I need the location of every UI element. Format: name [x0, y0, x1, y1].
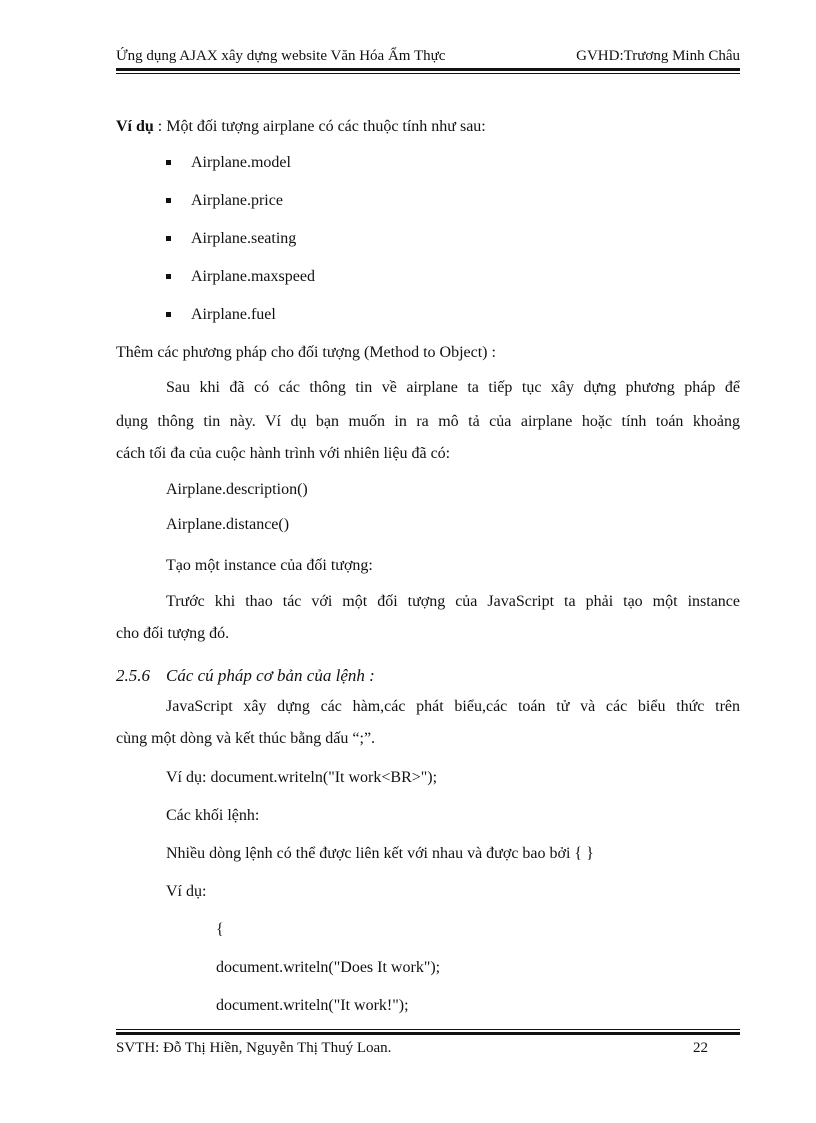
- example-intro: [116, 117, 486, 137]
- header-divider-thin: [116, 73, 740, 74]
- footer-divider: [116, 1032, 740, 1035]
- example-code-line: Ví dụ: document.writeln("It work<BR>");: [166, 769, 438, 786]
- code-line: document.writeln("Does It work");: [216, 959, 441, 976]
- list-item: Airplane.maxspeed: [191, 268, 315, 285]
- section-number: 2.5.6: [116, 666, 150, 685]
- blocks-heading: Các khối lệnh:: [166, 807, 260, 824]
- list-item: Airplane.fuel: [191, 306, 276, 323]
- blocks-description: Nhiều dòng lệnh có thể được liên kết với nhau và được bao bởi { }: [166, 845, 594, 862]
- method-item: Airplane.distance(): [166, 516, 290, 533]
- page-footer: [116, 1040, 740, 1060]
- syntax-paragraph-line: JavaScript xây dựng các hàm,các phát biểu,các toán tử và các biểu thức trên: [166, 698, 740, 715]
- list-item: Airplane.model: [191, 154, 291, 171]
- method-paragraph-line: dụng thông tin này. Ví dụ bạn muốn in ra mô tả của airplane hoặc tính toán khoảng: [116, 413, 740, 430]
- code-line: document.writeln("It work!");: [216, 997, 409, 1014]
- example-label: Ví dụ: [116, 118, 154, 135]
- header-divider: [116, 68, 740, 71]
- instance-paragraph-line: cho đối tượng đó.: [116, 625, 230, 642]
- footer-divider-thin: [116, 1029, 740, 1030]
- example-label-2: Ví dụ:: [166, 883, 207, 900]
- syntax-paragraph-line: cùng một dòng và kết thúc bằng dấu “;”.: [116, 730, 376, 747]
- page-header: [116, 48, 740, 68]
- method-paragraph-line: Sau khi đã có các thông tin về airplane ta tiếp tục xây dựng phương pháp để: [166, 379, 740, 396]
- method-heading: Thêm các phương pháp cho đối tượng (Method to Object) :: [116, 344, 496, 361]
- bullet-marker: [166, 312, 171, 317]
- instance-heading: Tạo một instance của đối tượng:: [166, 557, 373, 574]
- document-title: Ứng dụng AJAX xây dựng website Văn Hóa Ẩm Thực: [116, 48, 446, 64]
- page-number: 22: [693, 1040, 708, 1056]
- advisor-name: GVHD:Trương Minh Châu: [576, 48, 740, 64]
- list-item: Airplane.seating: [191, 230, 297, 247]
- bullet-marker: [166, 274, 171, 279]
- bullet-marker: [166, 160, 171, 165]
- method-item: Airplane.description(): [166, 481, 308, 498]
- code-line: {: [216, 921, 224, 938]
- section-heading: [116, 666, 375, 686]
- method-paragraph-line: cách tối đa của cuộc hành trình với nhiên liệu đã có:: [116, 445, 451, 462]
- instance-paragraph-line: Trước khi thao tác với một đối tượng của JavaScript ta phải tạo một instance: [166, 593, 740, 610]
- bullet-marker: [166, 236, 171, 241]
- example-intro-text: : Một đối tượng airplane có các thuộc tính như sau:: [153, 118, 486, 135]
- section-title: Các cú pháp cơ bản của lệnh :: [166, 666, 375, 685]
- footer-authors: SVTH: Đỗ Thị Hiền, Nguyễn Thị Thuý Loan.: [116, 1040, 392, 1056]
- bullet-marker: [166, 198, 171, 203]
- list-item: Airplane.price: [191, 192, 283, 209]
